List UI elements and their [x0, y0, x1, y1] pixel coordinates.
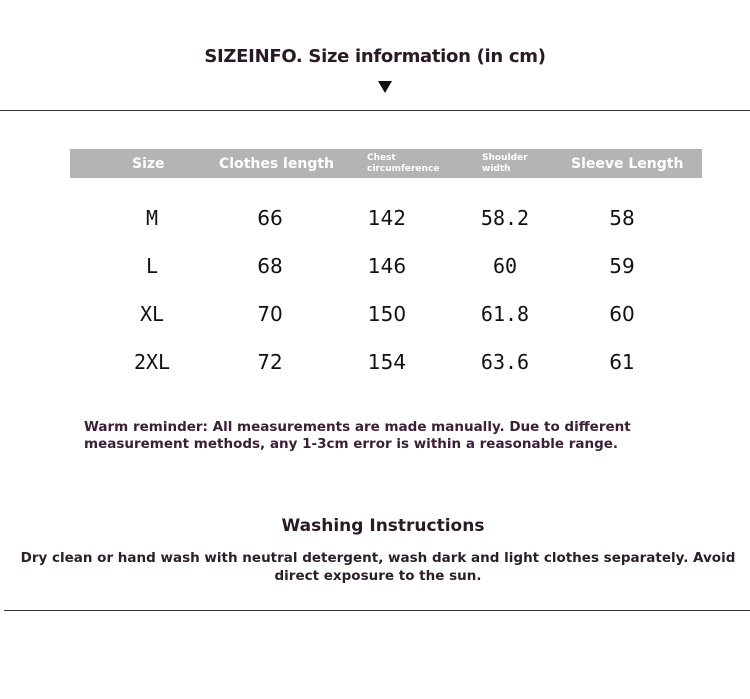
cell-size: M [145, 206, 159, 230]
header-size: Size [132, 155, 165, 172]
arrow-down-icon [378, 81, 392, 93]
cell-sleeve: 60 [609, 302, 635, 326]
table-row [70, 290, 702, 338]
cell-size: L [145, 254, 159, 278]
cell-clothes-length: 72 [257, 350, 283, 374]
size-table-header [70, 149, 702, 178]
page-title: SIZEINFO. Size information (in cm) [204, 46, 546, 67]
header-clothes-length: Clothes length [219, 155, 334, 172]
washing-instructions-text: Dry clean or hand wash with neutral detergent, wash dark and light clothes separately. Avoid direct exposure to the sun. [20, 550, 736, 584]
warm-reminder-text: Warm reminder: All measurements are made manually. Due to different measurement methods, any 1-3cm error is within a reasonable range. [84, 419, 631, 452]
cell-clothes-length: 68 [257, 254, 283, 278]
cell-shoulder: 58.2 [480, 206, 530, 230]
cell-shoulder: 61.8 [480, 302, 530, 326]
table-row [70, 338, 702, 386]
divider-bottom [4, 610, 750, 611]
header-chest-circumference: Chest circumference [367, 152, 440, 174]
cell-size: 2XL [133, 350, 171, 374]
cell-clothes-length: 66 [257, 206, 283, 230]
divider-top [0, 110, 750, 111]
cell-chest: 150 [367, 302, 407, 326]
header-shoulder-width: Shoulder width [482, 152, 528, 174]
cell-sleeve: 61 [609, 350, 635, 374]
cell-clothes-length: 70 [257, 302, 283, 326]
table-row [70, 194, 702, 242]
cell-sleeve: 58 [609, 206, 635, 230]
header-sleeve-length: Sleeve Length [571, 155, 684, 172]
cell-size: XL [139, 302, 165, 326]
cell-chest: 146 [367, 254, 407, 278]
cell-chest: 154 [367, 350, 407, 374]
cell-chest: 142 [367, 206, 407, 230]
table-row [70, 242, 702, 290]
size-table-body [70, 194, 702, 386]
washing-instructions-title: Washing Instructions [281, 516, 485, 536]
cell-sleeve: 59 [609, 254, 635, 278]
cell-shoulder: 60 [492, 254, 518, 278]
cell-shoulder: 63.6 [480, 350, 530, 374]
